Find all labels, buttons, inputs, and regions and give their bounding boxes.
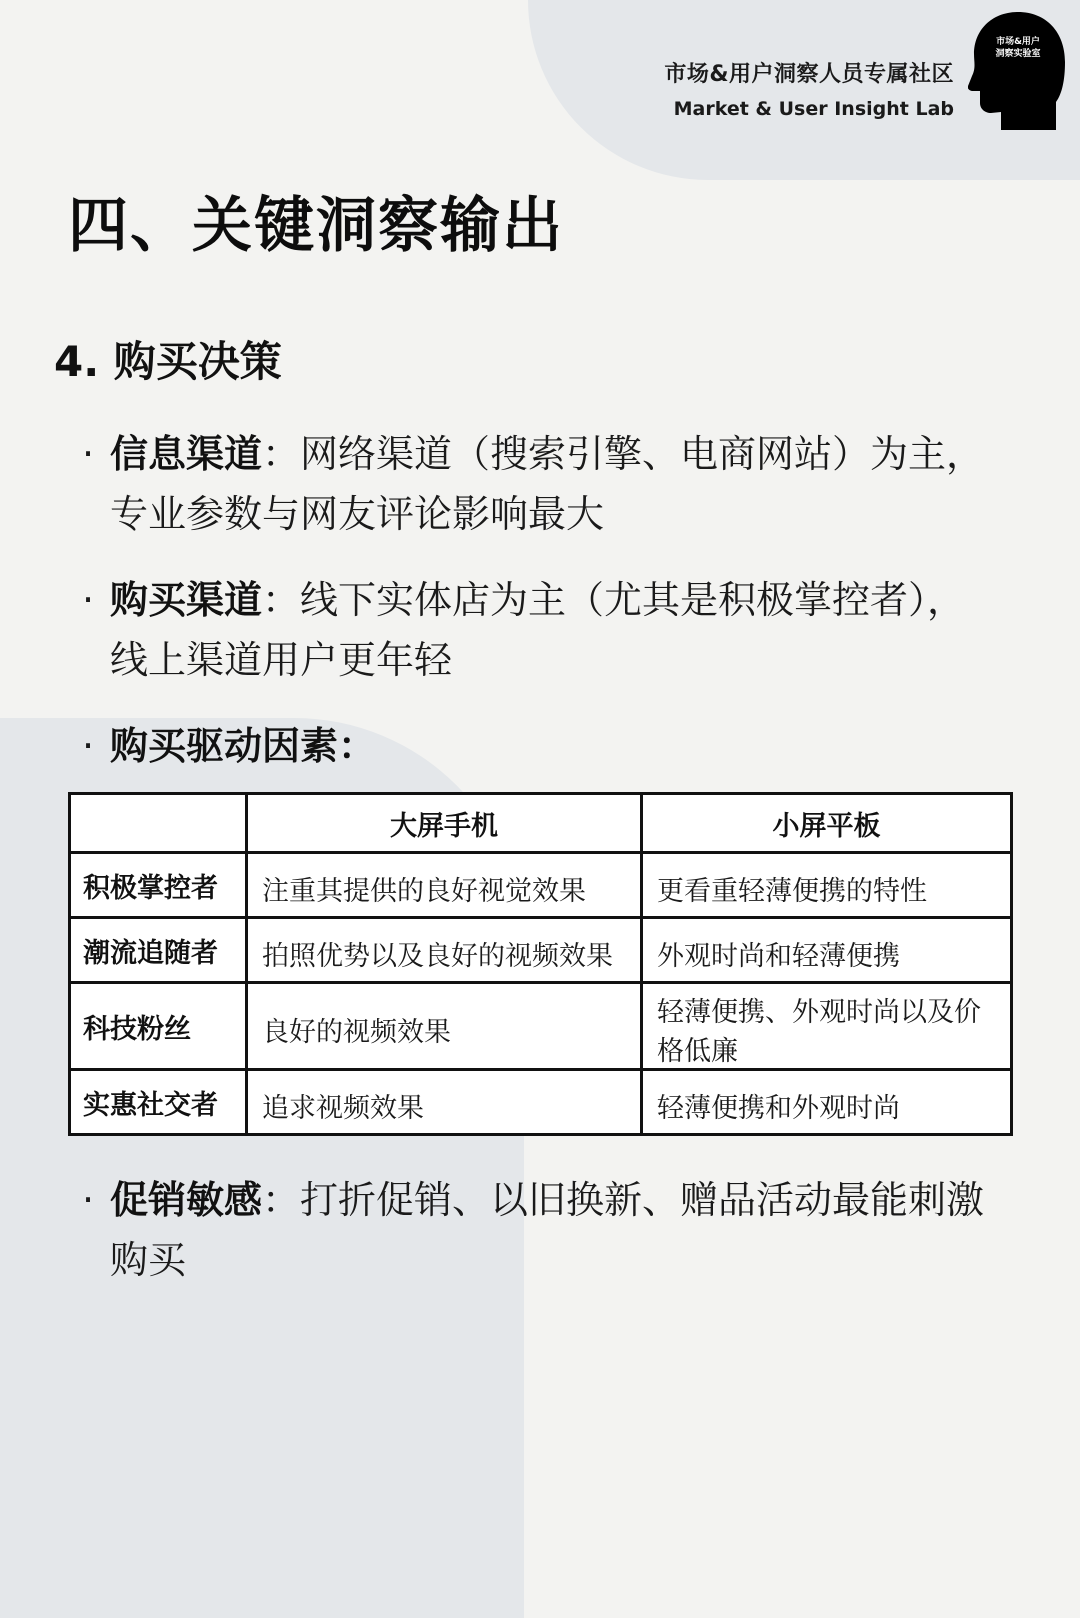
brand-name-en: Market & User Insight Lab (673, 98, 954, 120)
bullet-dot: · (82, 724, 95, 768)
table-header-row (70, 794, 1012, 853)
table-cell: 注重其提供的良好视觉效果 (247, 853, 642, 918)
bullet-label: 购买驱动因素： (110, 724, 377, 768)
bullet-body (110, 570, 1002, 690)
bullet-label: 促销敏感 (110, 1178, 263, 1222)
bullet-label: 信息渠道 (110, 432, 263, 476)
table-cell: 追求视频效果 (247, 1070, 642, 1135)
page-heading: 四、关键洞察输出 (68, 191, 564, 261)
logo-text (988, 36, 1048, 60)
table-row (70, 1070, 1012, 1135)
bullet-dot: · (82, 1178, 95, 1222)
table-row (70, 853, 1012, 918)
table-cell: 外观时尚和轻薄便携 (642, 918, 1012, 983)
table-cell: 拍照优势以及良好的视频效果 (247, 918, 642, 983)
brand-block (664, 58, 954, 120)
table-row-header: 积极掌控者 (70, 853, 247, 918)
table-cell: 更看重轻薄便携的特性 (642, 853, 1012, 918)
bullet-text: ：网络渠道（搜索引擎、电商网站）为主，专业参数与网友评论影响最大 (110, 432, 985, 536)
table-cell: 轻薄便携、外观时尚以及价格低廉 (642, 983, 1012, 1070)
logo-text-line1: 市场&用户 (996, 37, 1040, 47)
table-cell: 良好的视频效果 (247, 983, 642, 1070)
table-header-corner (70, 794, 247, 853)
table-cell: 轻薄便携和外观时尚 (642, 1070, 1012, 1135)
bullet-dot: · (82, 578, 95, 622)
section-subheading: 4. 购买决策 (54, 337, 282, 386)
table-row (70, 983, 1012, 1070)
logo-text-line2: 洞察实验室 (995, 49, 1041, 59)
table-row-header: 科技粉丝 (70, 983, 247, 1070)
purchase-driver-table (68, 792, 1013, 1136)
bullet-dot: · (82, 432, 95, 476)
brand-name-cn: 市场&用户洞察人员专属社区 (664, 62, 954, 87)
bullet-text: ：线下实体店为主（尤其是积极掌控者），线上渠道用户更年轻 (110, 578, 966, 682)
bullet-promotion-sensitivity (82, 1170, 1002, 1290)
table-header-large-phone: 大屏手机 (247, 794, 642, 853)
bullet-info-channel (82, 424, 1002, 544)
table-row-header: 实惠社交者 (70, 1070, 247, 1135)
bullet-purchase-drivers (82, 716, 1002, 776)
bullet-text: ：打折促销、以旧换新、赠品活动最能刺激购买 (110, 1178, 985, 1282)
bullet-body (110, 1170, 1002, 1290)
bullet-body (110, 716, 1002, 776)
table-row (70, 918, 1012, 983)
bullet-label: 购买渠道 (110, 578, 263, 622)
head-silhouette-icon (968, 8, 1066, 132)
bullet-body (110, 424, 1002, 544)
bullet-purchase-channel (82, 570, 1002, 690)
table-row-header: 潮流追随者 (70, 918, 247, 983)
table-header-small-tablet: 小屏平板 (642, 794, 1012, 853)
